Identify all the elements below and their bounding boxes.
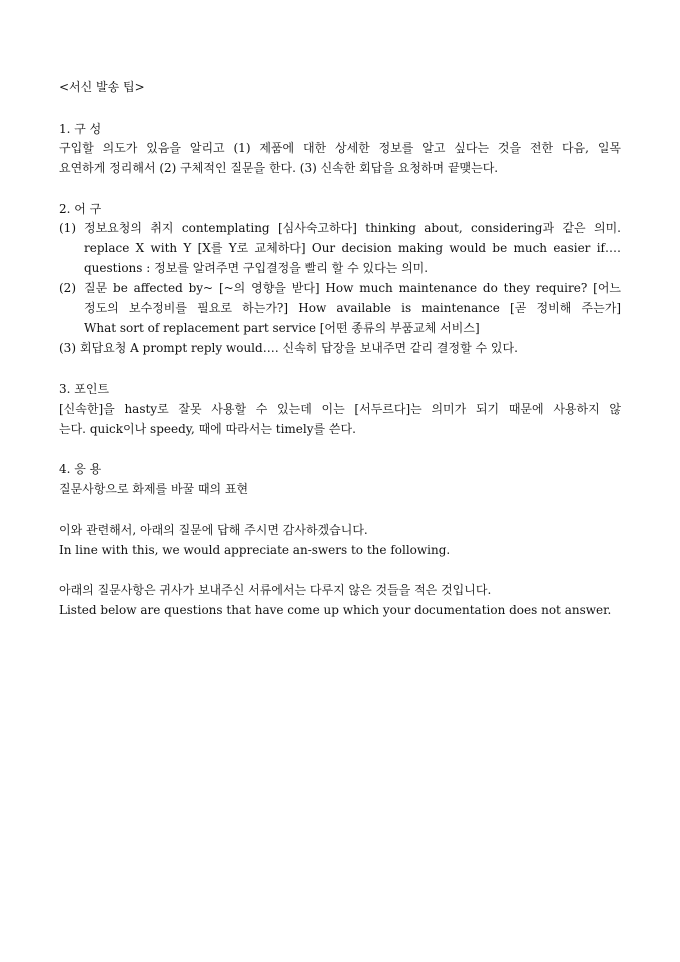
example-1-korean: 이와 관련해서, 아래의 질문에 답해 주시면 감사하겠습니다. bbox=[59, 523, 368, 537]
section-4-heading: 4. 응 용 bbox=[59, 462, 102, 476]
section-3-text-line-1: [신속한]을 hasty로 잘못 사용할 수 있는데 이는 [서두르다]는 의미가 되기 때문에 사용하지 않 bbox=[59, 402, 621, 416]
section-2-heading: 2. 어 구 bbox=[59, 202, 102, 216]
item-1-line-2: replace X with Y [X를 Y로 교체하다] Our decision making would be much easier if‥‥ bbox=[84, 241, 621, 255]
example-2-english: Listed below are questions that have come up which your documentation does not answer. bbox=[59, 603, 612, 617]
item-1-line-3: questions : 정보를 알려주면 구입결정을 빨리 할 수 있다는 의미. bbox=[84, 261, 429, 275]
section-3-text-line-2: 는다. quick이나 speedy, 때에 따라서는 timely를 쓴다. bbox=[59, 422, 356, 436]
item-1-number: (1) bbox=[59, 221, 76, 235]
section-3-heading: 3. 포인트 bbox=[59, 382, 110, 396]
item-3-number: (3) bbox=[59, 341, 76, 355]
section-4-subtitle: 질문사항으로 화제를 바꿀 때의 표현 bbox=[59, 482, 249, 496]
section-1-text-line-2: 요연하게 정리해서 (2) 구체적인 질문을 한다. (3) 신속한 회답을 요청하며 끝맺는다. bbox=[59, 161, 499, 175]
item-2-line-3: What sort of replacement part service [어떤 종류의 부품교체 서비스] bbox=[84, 321, 480, 335]
item-1-line-1: 정보요청의 취지 contemplating [심사숙고하다] thinking about, considering과 같은 의미. bbox=[84, 221, 621, 235]
item-2-line-1: 질문 be affected by~ [~의 영향을 받다] How much maintenance do they require? [어느 bbox=[84, 281, 621, 295]
item-2-number: (2) bbox=[59, 281, 76, 295]
document-title: <서신 발송 팁> bbox=[59, 80, 145, 94]
example-1-english: In line with this, we would appreciate an-swers to the following. bbox=[59, 543, 451, 557]
item-3-line-1: 회답요청 A prompt reply would‥‥ 신속히 답장을 보내주면 같리 결정할 수 있다. bbox=[80, 341, 518, 355]
example-2-korean: 아래의 질문사항은 귀사가 보내주신 서류에서는 다루지 않은 것들을 적은 것입니다. bbox=[59, 583, 492, 597]
section-1-text-line-1: 구입할 의도가 있음을 알리고 (1) 제품에 대한 상세한 정보를 알고 싶다는 것을 전한 다음, 일목 bbox=[59, 141, 621, 155]
section-1-heading: 1. 구 성 bbox=[59, 122, 102, 136]
item-2-line-2: 정도의 보수정비를 필요로 하는가?] How available is maintenance [곧 정비해 주는가] bbox=[84, 301, 621, 315]
